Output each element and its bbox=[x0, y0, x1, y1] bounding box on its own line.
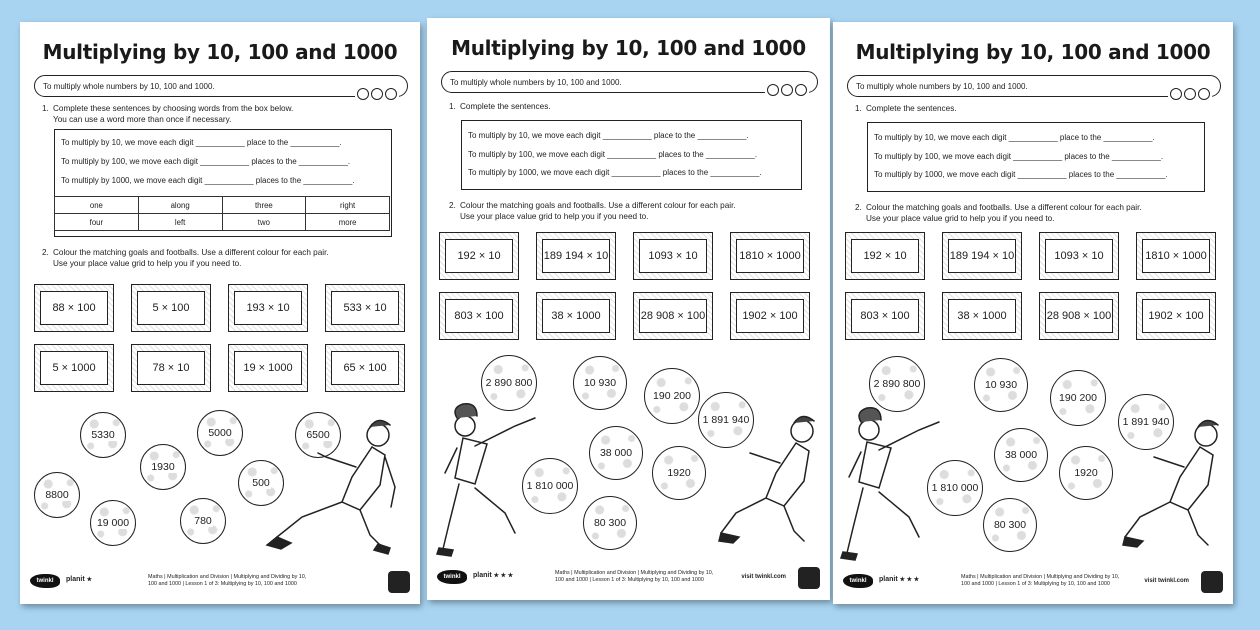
question-text-line2: Use your place value grid to help you if you need to. bbox=[866, 214, 1055, 223]
question-number: 1. bbox=[449, 102, 456, 111]
football[interactable] bbox=[90, 500, 136, 546]
goal-label: 5 × 100 bbox=[137, 291, 205, 325]
badge-icon bbox=[388, 571, 410, 593]
objective-text: To multiply whole numbers by 10, 100 and 1000. bbox=[856, 82, 1028, 91]
sentence-line: To multiply by 10, we move each digit ___________ place to the ___________. bbox=[874, 133, 1155, 142]
question-1 bbox=[42, 103, 293, 125]
word-cell: one bbox=[55, 197, 139, 214]
learning-objective bbox=[847, 75, 1221, 97]
sentence-box bbox=[461, 120, 802, 190]
goal-label: 1902 × 100 bbox=[1142, 299, 1210, 333]
question-text: Complete the sentences. bbox=[460, 102, 551, 111]
football-label: 6500 bbox=[306, 429, 330, 441]
goal-card[interactable] bbox=[942, 232, 1022, 280]
footballer-illustration bbox=[435, 398, 545, 558]
sentence-box bbox=[867, 122, 1205, 192]
question-2 bbox=[855, 202, 1142, 224]
football[interactable] bbox=[994, 428, 1048, 482]
question-number: 2. bbox=[449, 201, 456, 210]
footballer-illustration bbox=[1121, 407, 1231, 557]
worksheet-title: Multiplying by 10, 100 and 1000 bbox=[451, 36, 806, 60]
football-label: 1 810 000 bbox=[526, 480, 574, 492]
worksheet-3 bbox=[833, 22, 1233, 604]
football[interactable] bbox=[1059, 446, 1113, 500]
football[interactable] bbox=[583, 496, 637, 550]
goal-card[interactable] bbox=[942, 292, 1022, 340]
goal-label: 5 × 1000 bbox=[40, 351, 108, 385]
footer-text: Maths | Multiplication and Division | Multiplying and Dividing by 10, 100 and 1000 | Lesson 1 of 3: Multiplying by 10, 100 and 1000 bbox=[148, 574, 307, 587]
planit-text: planit bbox=[473, 572, 492, 579]
assessment-circle[interactable] bbox=[385, 88, 397, 100]
twinkl-logo: twinkl bbox=[843, 574, 873, 588]
football[interactable] bbox=[180, 498, 226, 544]
goal-card[interactable] bbox=[1039, 292, 1119, 340]
badge-icon bbox=[798, 567, 820, 589]
worksheet-footer bbox=[437, 566, 820, 592]
footballer-illustration bbox=[839, 402, 949, 562]
question-number: 2. bbox=[855, 203, 862, 212]
goal-card[interactable] bbox=[536, 232, 616, 280]
goal-label: 1093 × 10 bbox=[639, 239, 707, 273]
worksheet-title: Multiplying by 10, 100 and 1000 bbox=[855, 40, 1211, 64]
goal-label: 38 × 1000 bbox=[542, 299, 610, 333]
football-label: 500 bbox=[252, 477, 270, 489]
football-label: 80 300 bbox=[993, 519, 1027, 531]
assessment-circle[interactable] bbox=[795, 84, 807, 96]
learning-objective bbox=[34, 75, 408, 97]
question-1 bbox=[449, 101, 551, 112]
footballer-illustration bbox=[260, 407, 410, 557]
difficulty-stars: ★ ★ ★ bbox=[899, 577, 920, 583]
football[interactable] bbox=[652, 446, 706, 500]
word-cell: two bbox=[222, 214, 306, 231]
sentence-line: To multiply by 1000, we move each digit ___________ places to the ___________. bbox=[874, 170, 1168, 179]
worksheet-footer bbox=[843, 570, 1223, 596]
question-2 bbox=[42, 247, 329, 269]
word-cell: along bbox=[138, 197, 222, 214]
goal-label: 803 × 100 bbox=[851, 299, 919, 333]
football-label: 5330 bbox=[91, 429, 115, 441]
sentence-line: To multiply by 10, we move each digit ___________ place to the ___________. bbox=[468, 131, 749, 140]
football-label: 8800 bbox=[45, 489, 69, 501]
question-number: 2. bbox=[42, 248, 49, 257]
goal-label: 803 × 100 bbox=[445, 299, 513, 333]
football-label: 2 890 800 bbox=[485, 377, 533, 389]
sentence-line: To multiply by 100, we move each digit ___________ places to the ___________. bbox=[468, 150, 758, 159]
question-text: Colour the matching goals and footballs. Use a different colour for each pair. bbox=[866, 203, 1142, 212]
assessment-circle[interactable] bbox=[781, 84, 793, 96]
goal-label: 88 × 100 bbox=[40, 291, 108, 325]
goal-label: 1093 × 10 bbox=[1045, 239, 1113, 273]
objective-text: To multiply whole numbers by 10, 100 and 1000. bbox=[43, 82, 215, 91]
football-label: 1920 bbox=[1074, 467, 1098, 479]
goal-label: 28 908 × 100 bbox=[639, 299, 707, 333]
assessment-circle[interactable] bbox=[1170, 88, 1182, 100]
football[interactable] bbox=[140, 444, 186, 490]
goal-card[interactable] bbox=[845, 232, 925, 280]
self-assessment-circles bbox=[355, 88, 399, 100]
goal-card[interactable] bbox=[131, 344, 211, 392]
goal-label: 193 × 10 bbox=[234, 291, 302, 325]
footer-text: Maths | Multiplication and Division | Multiplying and Dividing by 10, 100 and 1000 | Lesson 1 of 3: Multiplying by 10, 100 and 1000 bbox=[961, 574, 1120, 587]
objective-text: To multiply whole numbers by 10, 100 and 1000. bbox=[450, 78, 622, 87]
football[interactable] bbox=[197, 410, 243, 456]
football[interactable] bbox=[589, 426, 643, 480]
goal-card[interactable] bbox=[131, 284, 211, 332]
football[interactable] bbox=[1050, 370, 1106, 426]
football-label: 10 930 bbox=[583, 377, 617, 389]
goal-card[interactable] bbox=[325, 344, 405, 392]
football-label: 80 300 bbox=[593, 517, 627, 529]
assessment-circle[interactable] bbox=[371, 88, 383, 100]
planit-label bbox=[66, 576, 92, 584]
goal-label: 65 × 100 bbox=[331, 351, 399, 385]
twinkl-logo: twinkl bbox=[437, 570, 467, 584]
goal-card[interactable] bbox=[730, 232, 810, 280]
twinkl-logo: twinkl bbox=[30, 574, 60, 588]
word-cell: more bbox=[306, 214, 390, 231]
goal-label: 192 × 10 bbox=[445, 239, 513, 273]
football-label: 1930 bbox=[151, 461, 175, 473]
football[interactable] bbox=[644, 368, 700, 424]
football[interactable] bbox=[573, 356, 627, 410]
worksheet-footer bbox=[30, 570, 410, 596]
football-label: 38 000 bbox=[1004, 449, 1038, 461]
goal-card[interactable] bbox=[1136, 232, 1216, 280]
badge-icon bbox=[1201, 571, 1223, 593]
goal-card[interactable] bbox=[325, 284, 405, 332]
question-number: 1. bbox=[42, 104, 49, 113]
football-label: 38 000 bbox=[599, 447, 633, 459]
assessment-circle[interactable] bbox=[767, 84, 779, 96]
football-label: 190 200 bbox=[653, 390, 691, 402]
football-label: 10 930 bbox=[984, 379, 1018, 391]
goal-card[interactable] bbox=[633, 292, 713, 340]
assessment-circle[interactable] bbox=[357, 88, 369, 100]
goal-card[interactable] bbox=[228, 344, 308, 392]
visit-link[interactable]: visit twinkl.com bbox=[1144, 578, 1189, 584]
goal-label: 28 908 × 100 bbox=[1045, 299, 1113, 333]
question-2 bbox=[449, 200, 736, 222]
question-number: 1. bbox=[855, 104, 862, 113]
question-text: Complete the sentences. bbox=[866, 104, 957, 113]
goal-label: 38 × 1000 bbox=[948, 299, 1016, 333]
football[interactable] bbox=[80, 412, 126, 458]
difficulty-stars: ★ ★ ★ bbox=[493, 573, 514, 579]
sentence-line: To multiply by 10, we move each digit ___________ place to the ___________. bbox=[61, 138, 342, 147]
sentence-line: To multiply by 100, we move each digit ___________ places to the ___________. bbox=[61, 157, 351, 166]
self-assessment-circles bbox=[1168, 88, 1212, 100]
goal-label: 192 × 10 bbox=[851, 239, 919, 273]
goal-card[interactable] bbox=[439, 292, 519, 340]
football-label: 1 891 940 bbox=[702, 414, 750, 426]
word-cell: three bbox=[222, 197, 306, 214]
self-assessment-circles bbox=[765, 84, 809, 96]
football-label: 5000 bbox=[208, 427, 232, 439]
goal-card[interactable] bbox=[1136, 292, 1216, 340]
goal-label: 1810 × 1000 bbox=[1142, 239, 1210, 273]
football[interactable] bbox=[974, 358, 1028, 412]
football[interactable] bbox=[34, 472, 80, 518]
football-label: 2 890 800 bbox=[873, 378, 921, 390]
visit-link[interactable]: visit twinkl.com bbox=[741, 574, 786, 580]
football-label: 1920 bbox=[667, 467, 691, 479]
goal-card[interactable] bbox=[439, 232, 519, 280]
goal-label: 533 × 10 bbox=[331, 291, 399, 325]
question-text: Colour the matching goals and footballs. Use a different colour for each pair. bbox=[53, 248, 329, 257]
football-label: 1 810 000 bbox=[931, 482, 979, 494]
sentence-line: To multiply by 1000, we move each digit ___________ places to the ___________. bbox=[468, 168, 762, 177]
word-box-table bbox=[54, 196, 390, 231]
learning-objective bbox=[441, 71, 818, 93]
football-label: 190 200 bbox=[1059, 392, 1097, 404]
planit-text: planit bbox=[66, 576, 85, 583]
question-text-line2: You can use a word more than once if necessary. bbox=[53, 115, 232, 124]
planit-label bbox=[879, 576, 919, 584]
question-text-line2: Use your place value grid to help you if you need to. bbox=[460, 212, 649, 221]
goal-card[interactable] bbox=[1039, 232, 1119, 280]
worksheet-1 bbox=[20, 22, 420, 604]
word-cell: left bbox=[138, 214, 222, 231]
football-label: 780 bbox=[194, 515, 212, 527]
footer-text: Maths | Multiplication and Division | Multiplying and Dividing by 10, 100 and 1000 | Lesson 1 of 3: Multiplying by 10, 100 and 1000 bbox=[555, 570, 714, 583]
word-cell: right bbox=[306, 197, 390, 214]
goal-card[interactable] bbox=[633, 232, 713, 280]
goal-card[interactable] bbox=[34, 344, 114, 392]
planit-label bbox=[473, 572, 513, 580]
question-1 bbox=[855, 103, 957, 114]
worksheet-title: Multiplying by 10, 100 and 1000 bbox=[42, 40, 398, 64]
sentence-line: To multiply by 100, we move each digit ___________ places to the ___________. bbox=[874, 152, 1164, 161]
goal-card[interactable] bbox=[34, 284, 114, 332]
football-label: 19 000 bbox=[96, 517, 130, 529]
assessment-circle[interactable] bbox=[1184, 88, 1196, 100]
goal-label: 189 194 × 10 bbox=[542, 239, 610, 273]
planit-text: planit bbox=[879, 576, 898, 583]
goal-card[interactable] bbox=[845, 292, 925, 340]
worksheet-2 bbox=[427, 18, 830, 600]
goal-label: 78 × 10 bbox=[137, 351, 205, 385]
word-cell: four bbox=[55, 214, 139, 231]
goal-label: 1902 × 100 bbox=[736, 299, 804, 333]
sentence-line: To multiply by 1000, we move each digit ___________ places to the ___________. bbox=[61, 176, 355, 185]
question-text-line2: Use your place value grid to help you if you need to. bbox=[53, 259, 242, 268]
assessment-circle[interactable] bbox=[1198, 88, 1210, 100]
goal-label: 189 194 × 10 bbox=[948, 239, 1016, 273]
question-text: Complete these sentences by choosing words from the box below. bbox=[53, 104, 294, 113]
goal-card[interactable] bbox=[536, 292, 616, 340]
goal-label: 19 × 1000 bbox=[234, 351, 302, 385]
goal-label: 1810 × 1000 bbox=[736, 239, 804, 273]
goal-card[interactable] bbox=[730, 292, 810, 340]
question-text: Colour the matching goals and footballs. Use a different colour for each pair. bbox=[460, 201, 736, 210]
football-label: 1 891 940 bbox=[1122, 416, 1170, 428]
difficulty-stars: ★ bbox=[86, 577, 93, 583]
goal-card[interactable] bbox=[228, 284, 308, 332]
football[interactable] bbox=[983, 498, 1037, 552]
footballer-illustration bbox=[717, 403, 827, 553]
